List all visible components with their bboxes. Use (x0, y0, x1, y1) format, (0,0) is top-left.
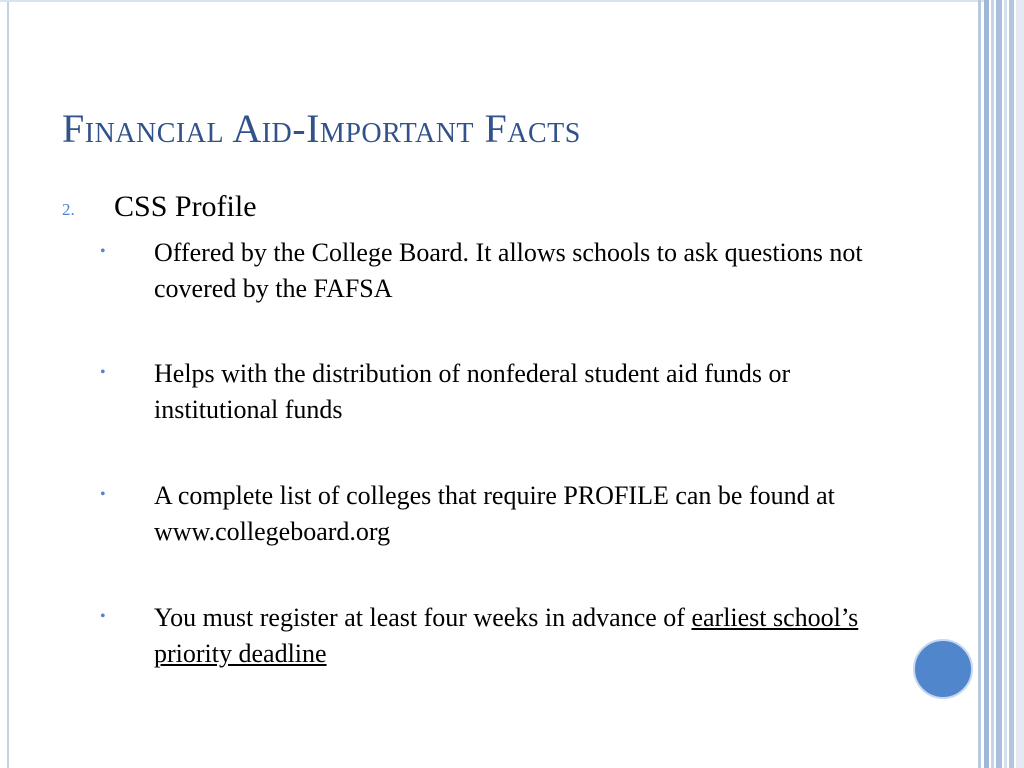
decorative-stripe (1004, 0, 1007, 768)
bullet-icon: • (100, 608, 106, 625)
decorative-stripe (1009, 0, 1014, 768)
top-frame-line (0, 0, 984, 2)
decorative-stripe (978, 0, 981, 768)
bullet-icon: • (100, 486, 106, 503)
item-heading: CSS Profile (114, 190, 257, 223)
bullet-text: Helps with the distribution of nonfederal student aid funds or institutional funds (154, 359, 791, 424)
decorative-circle-icon (913, 639, 973, 699)
decorative-stripe (996, 0, 1002, 768)
deadline-underlined-text: earliest school’s priority deadline (154, 603, 859, 668)
bullet-text: A complete list of colleges that require PROFILE can be found at www.collegeboard.org (154, 481, 835, 546)
decorative-stripe (991, 0, 994, 768)
bullet-icon: • (100, 243, 106, 260)
left-frame-line (7, 0, 9, 768)
bullet-text (154, 600, 874, 672)
bullet-text-plain: You must register at least four weeks in advance of (154, 603, 685, 632)
slide-title: Financial Aid-Important Facts (62, 106, 581, 151)
item-number: 2. (62, 200, 75, 219)
decorative-stripe (984, 0, 989, 768)
bullet-icon: • (100, 364, 106, 381)
decorative-stripe (1016, 0, 1024, 768)
bullet-text: Offered by the College Board. It allows schools to ask questions not covered by the FAFSA (154, 238, 863, 303)
